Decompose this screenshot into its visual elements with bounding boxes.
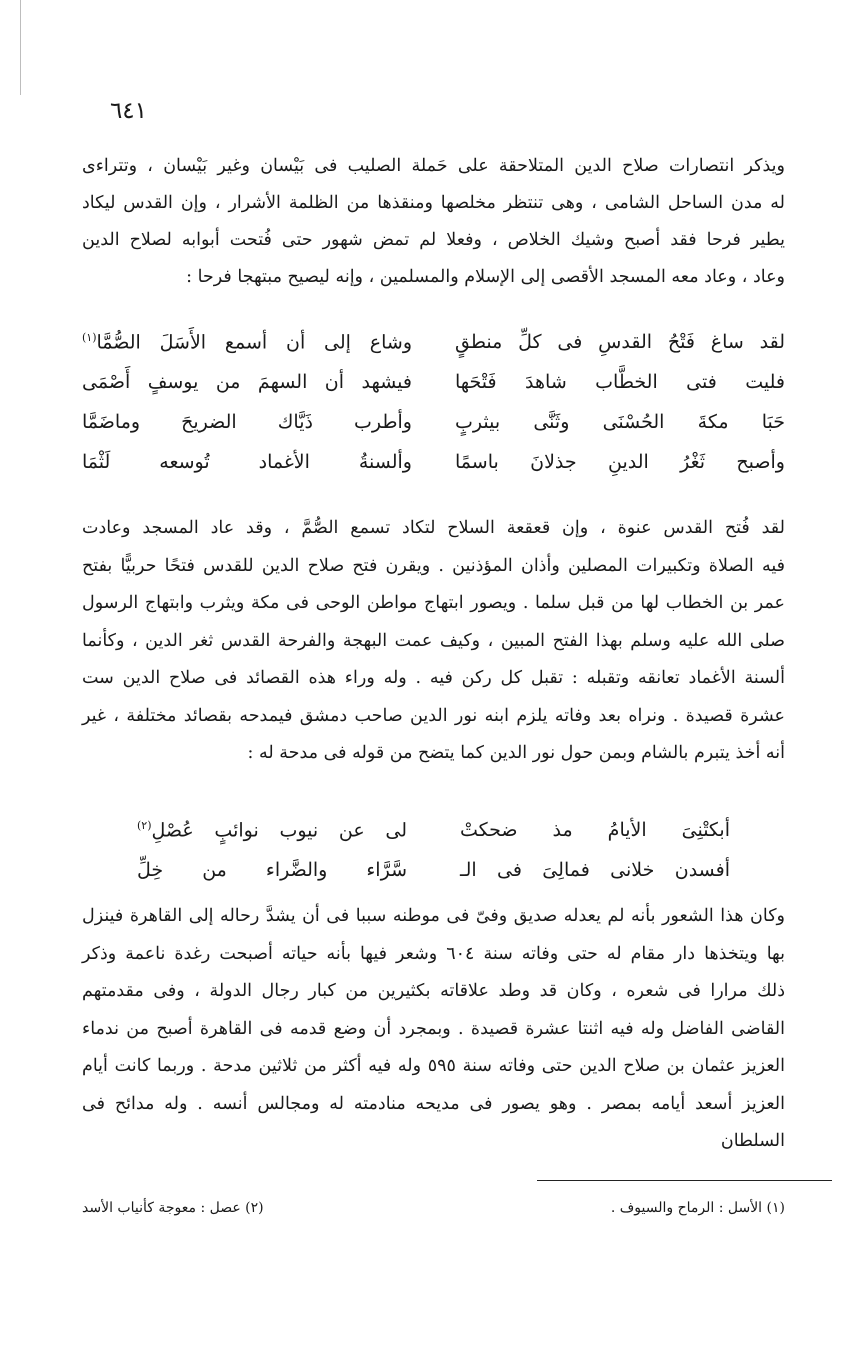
verse-first-hemistich: وأصبح ثَغْرُ الدينِ جذلانَ باسمًا [455,451,785,473]
verse-second-hemistich [137,819,407,841]
poem-verse [82,810,785,850]
text-line: وعاد ، وعاد معه المسجد الأقصى إلى الإسلام والمسلمين ، وإنه ليصيح مبتهجا فرحا : [186,267,785,287]
poem-2 [82,810,785,890]
text-line: ويذكر انتصارات صلاح الدين المتلاحقة على حَملة الصليب فى بَيْسان وغير بَيْسان ، وتتراءى [82,156,785,176]
poem-verse [82,442,785,482]
footnote-separator [537,1180,832,1181]
text-line: ذلك مرارا فى شعره ، وكان قد وطد علاقاته بكثيرين من كبار رجال الدولة ، وفى مقدمتهم [82,981,785,1001]
verse-text: لى عن نيوب نوائبٍ عُصْلِ [151,819,407,842]
verse-second-hemistich: وألسنةُ الأغماد تُوسعه لَثْمَا [82,451,412,473]
footnote-marker: (١) [82,330,97,344]
footnote-1: (١) الأسل : الرماح والسيوف . [610,1200,785,1216]
paragraph-2 [82,510,785,773]
footnote-marker: (٢) [137,818,152,832]
paragraph-3 [82,898,785,1161]
text-line: العزيز أسعد أيامه بمصر . وهو يصور فى مديحه منادمته له ومجالس أنسه . وله مدائح فى السلطان [82,1093,785,1151]
page-margin-line [20,0,21,95]
text-line: القاضى الفاضل وله فيه اثنتا عشرة قصيدة . وبمجرد أن وضع قدمه فى القاهرة أصبح من ندماء [82,1018,785,1039]
footnote-2: (٢) عصل : معوجة كأنياب الأسد [82,1200,264,1216]
verse-second-hemistich [82,331,412,353]
text-line: عمر بن الخطاب لها من قبل سلما . ويصور ابتهاج مواطن الوحى فى مكة ويثرب وابتهاج الرسول [82,593,785,613]
verse-second-hemistich: فيشهد أن السهمَ من يوسفٍ أَصْمَى [82,371,412,393]
text-line: لقد فُتح القدس عنوة ، وإن قعقعة السلاح لتكاد تسمع الصُّمَّ ، وقد عاد المسجد وعادت [82,518,785,538]
text-line: العزيز عثمان بن صلاح الدين حتى وفاته سنة ٥٩٥ وله فيه أكثر من ثلاثين مدحة . وربما كانت أيام [82,1056,785,1076]
page-number: ٦٤١ [109,98,147,124]
text-line: وكان هذا الشعور بأنه لم يعدله صديق وفىّ فى موطنه سببا فى أن يشدَّ رحاله إلى القاهرة فينزل [82,906,785,926]
paragraph-1 [82,148,785,296]
poem-verse [82,362,785,402]
text-line: صلى الله عليه وسلم بهذا الفتح المبين ، وكيف عمت البهجة والفرحة القدس ثغر الدين ، وكأنما [82,630,785,651]
poem-verse [82,850,785,890]
verse-first-hemistich: لقد ساغ فَتْحُ القدسِ فى كلِّ منطقٍ [455,331,785,353]
verse-text: وشاع إلى أن أسمع الأَسَلَ الصُّمَّا [96,331,412,354]
verse-first-hemistich: فليت فتى الخطَّاب شاهدَ فَتْحَها [455,371,785,393]
text-line: يطير فرحا فقد أصبح وشيك الخلاص ، وفعلا لم تمض شهور حتى فُتحت أبوابه لصلاح الدين [82,230,785,250]
text-line: بها ويتخذها دار مقام له حتى وفاته سنة ٦٠٤ وشعر فيها بأنه حياته أصبحت رغدة ناعمة وذكر [82,943,785,964]
verse-first-hemistich: حَبَا مكةَ الحُسْنَى وثَنَّى بيثربٍ [455,411,785,433]
footnotes [82,1200,785,1216]
text-line: ألسنة الأغماد تعانقه وتقبله : تقبل كل ركن فيه . وله وراء هذه القصائد فى صلاح الدين ست [82,668,785,688]
text-line: فيه الصلاة وتكبيرات المصلين وأذان المؤذنين . ويقرن فتح صلاح الدين للقدس فتحًا حربيًّا بفتح [82,555,785,576]
text-line: عشرة قصيدة . ونراه بعد وفاته يلزم ابنه نور الدين صاحب دمشق فيمدحه بقصائد مختلفة ، غير [82,705,785,726]
verse-second-hemistich: وأطرب ذَيَّاك الضريحَ وماضَمَّا [82,411,412,433]
poem-verse [82,402,785,442]
poem-verse [82,322,785,362]
text-line: له مدن الساحل الشامى ، وهى تنتظر مخلصها ومنقذها من الظلمة الأشرار ، وإن القدس ليكاد [82,193,785,213]
verse-first-hemistich: أفسدن خلانى فمالِىَ فى الـ [460,859,730,881]
verse-second-hemistich: سَّرَّاء والضَّراء من خِلِّ [137,859,407,881]
poem-1 [82,322,785,482]
verse-first-hemistich: أبكتْنِىَ الأيامُ مذ ضحكتْ [460,819,730,841]
text-line: أنه أخذ يتبرم بالشام وبمن حول نور الدين كما يتضح من قوله فى مدحة له : [247,743,785,763]
